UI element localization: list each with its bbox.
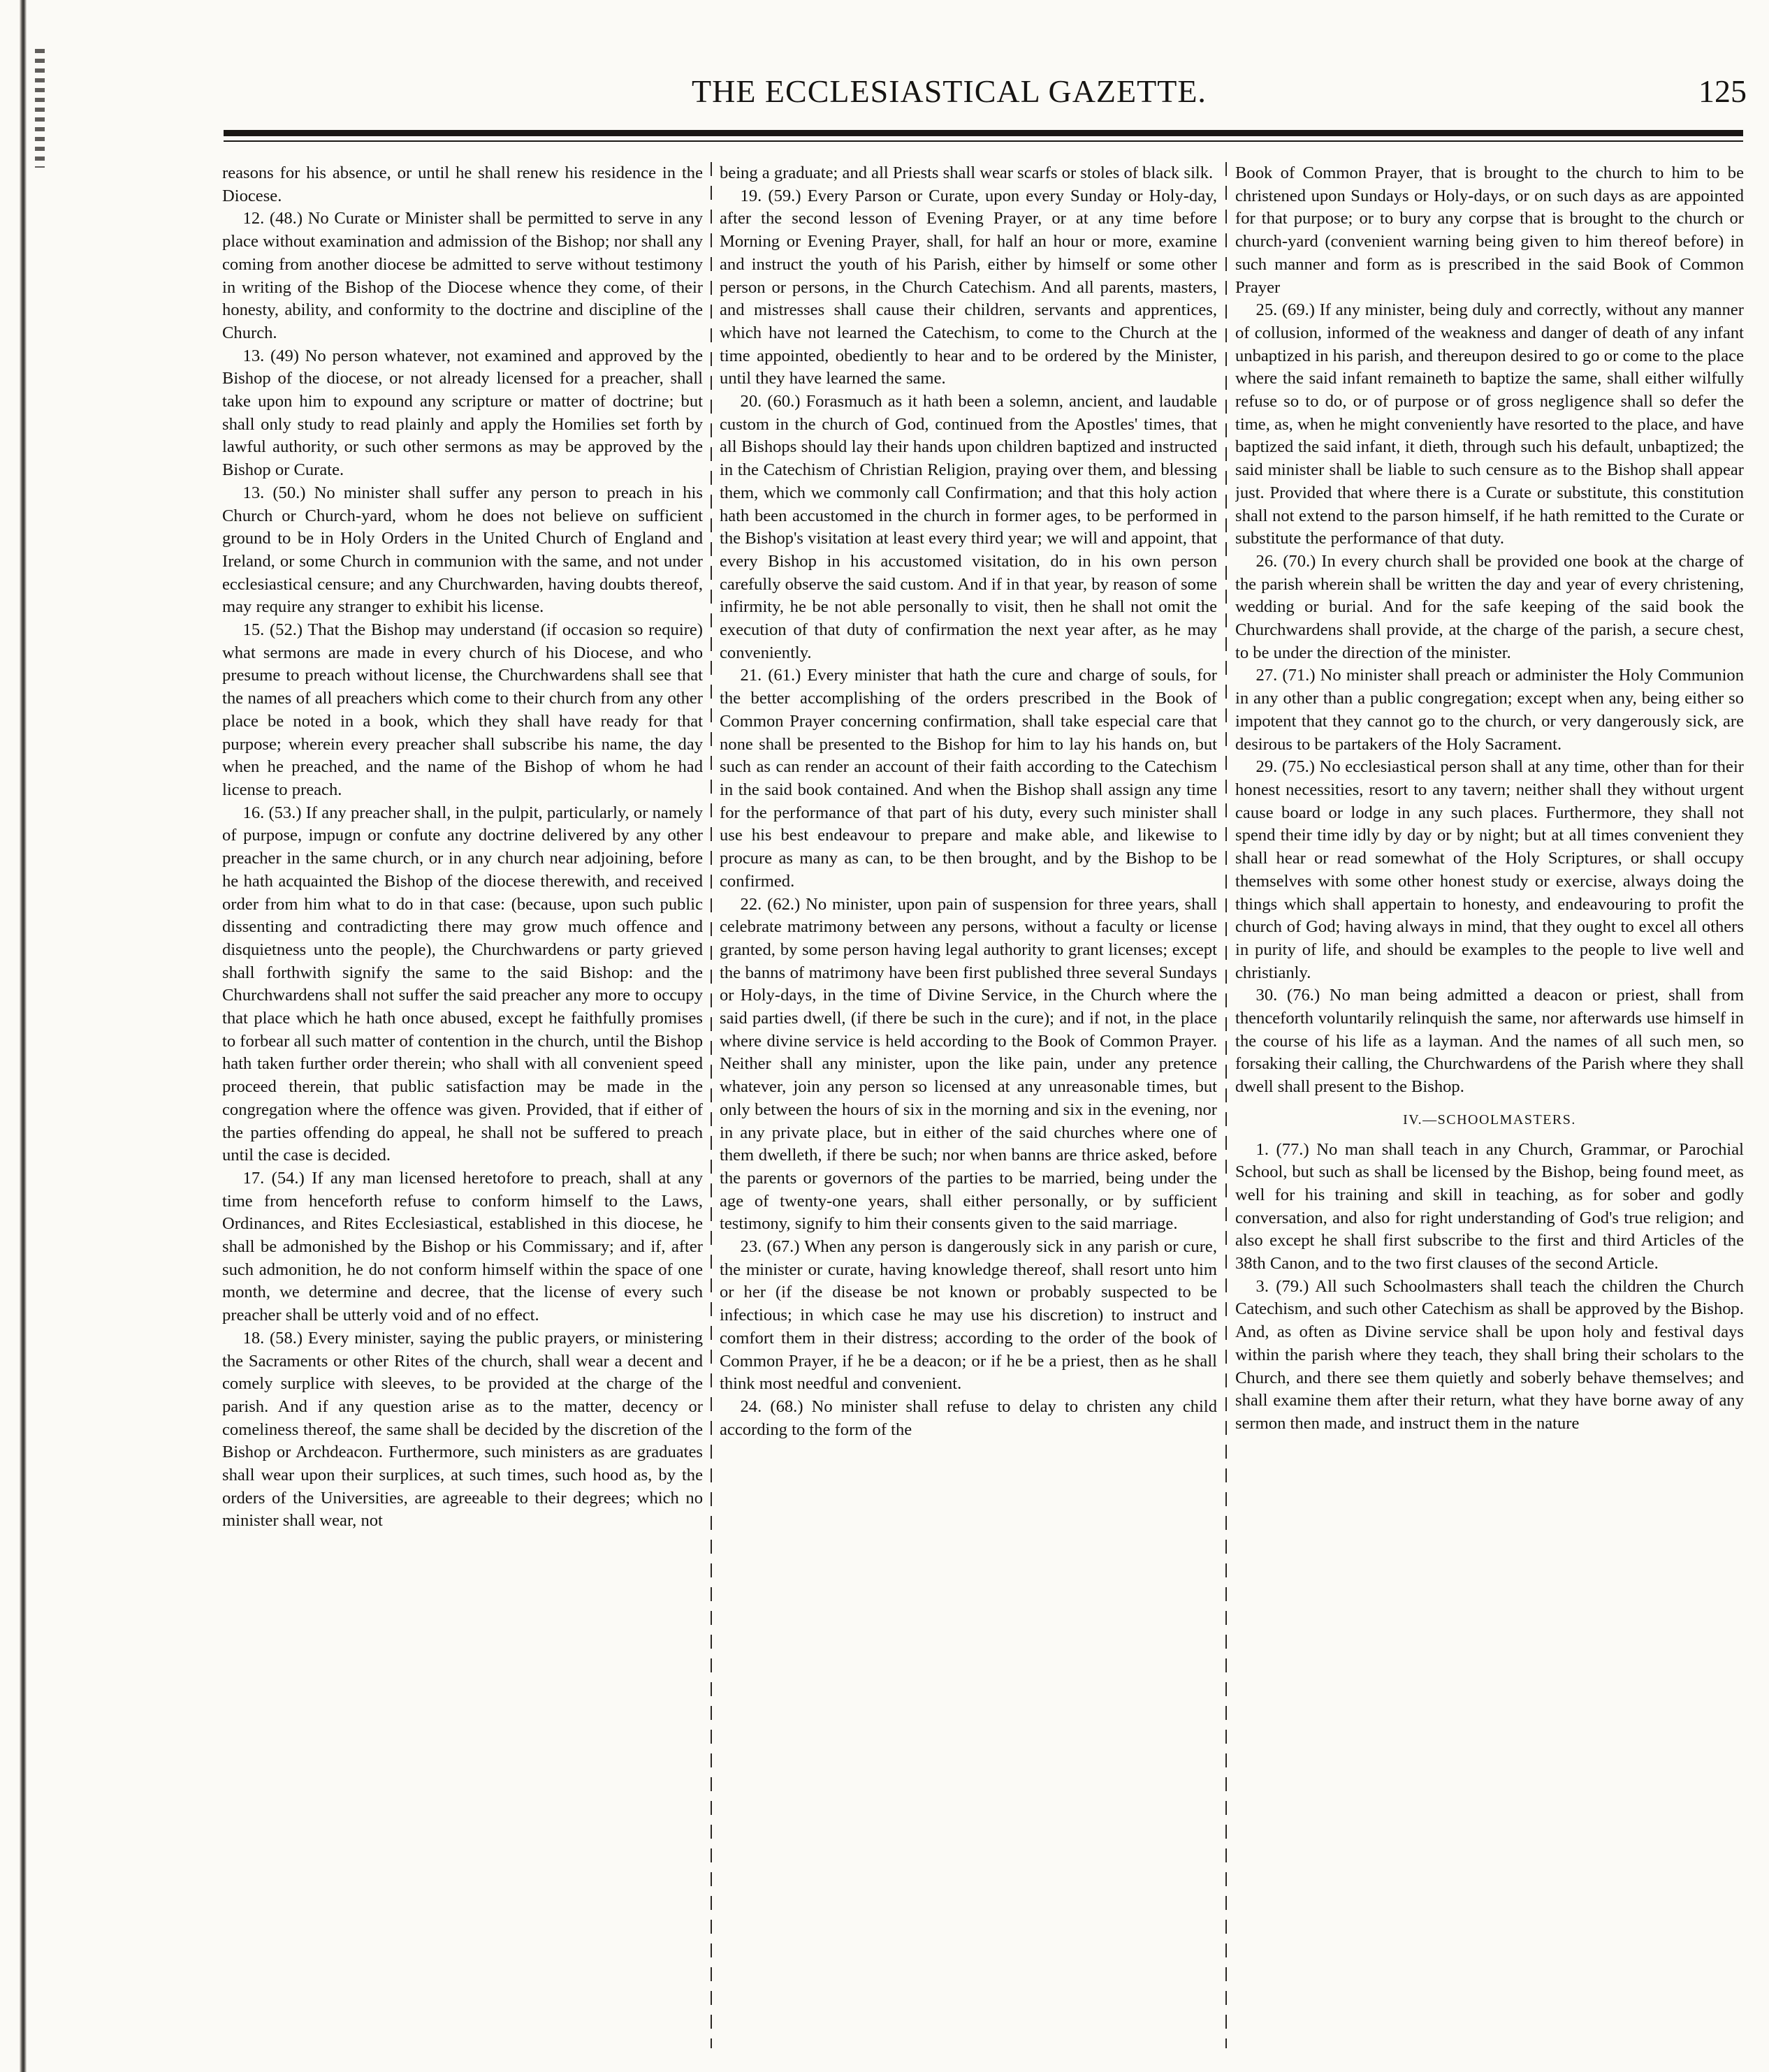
page-number: 125	[1698, 73, 1747, 109]
paragraph: 16. (53.) If any preacher shall, in the pulpit, particularly, or namely of purpose, impugn or confute any doctrine delivered by any other preacher in the same church, or in any church near adjoining, before he hath acquainted the Bishop of the diocese therewith, and received order from him what to do in that case: (because, upon such public dissenting and contradicting there may grow much offence and disquietness unto the people), the Churchwardens or party grieved shall forthwith signify the same to the said Bishop: and the Churchwardens shall not suffer the said preacher any more to occupy that place which he hath once abused, except he faithfully promises to forbear all such matter of contention in the church, until the Bishop hath taken further order therein; who shall with all convenient speed proceed therein, that public satisfaction may be made in the congregation where the offence was given. Provided, that if either of the parties offending do appeal, he shall not be suffered to preach until the case is decided.	[222, 803, 703, 1165]
paragraph: 3. (79.) All such Schoolmasters shall teach the children the Church Catechism, and such other Catechism as shall be approved by the Bishop. And, as often as Divine service shall be upon holy and festival days within the parish where they teach, they shall bring their scholars to the Church, and there see them quietly and soberly behave themselves; and shall examine them after their return, what they have borne away of any sermon then made, and instruct them in the nature	[1235, 1276, 1744, 1433]
paragraph: 20. (60.) Forasmuch as it hath been a solemn, ancient, and laudable custom in the church of God, continued from the Apostles' times, that all Bishops should lay their hands upon children baptized and instructed in the Catechism of Christian Religion, praying over them, and blessing them, which we commonly call Confirmation; and that this holy action hath been accustomed in the church in former ages, to be performed in the Bishop's visitation at least every third year; we will and appoint, that every Bishop in his accustomed visitation, do in his own person carefully observe the said custom. And if in that year, by reason of some infirmity, he be not able personally to visit, then he shall not omit the execution of that duty of confirmation the next year after, as he may conveniently.	[720, 392, 1217, 662]
paragraph: 18. (58.) Every minister, saying the public prayers, or ministering the Sacraments or other Rites of the church, shall wear a decent and comely surplice with sleeves, to be provided at the charge of the parish. And if any question arise as to the matter, decency or comeliness thereof, the same shall be decided by the discretion of the Bishop or Archdeacon. Furthermore, such ministers as are graduates shall wear upon their surplices, at such times, such hood as, by the orders of the Universities, are agreeable to their degrees; which no minister shall wear, not	[222, 1328, 703, 1531]
paragraph: 13. (50.) No minister shall suffer any person to preach in his Church or Church-yard, whom he does not believe on sufficient ground to be in Holy Orders in the United Church of England and Ireland, or some Church in communion with the same, and not under ecclesiastical censure; and any Churchwarden, having doubts thereof, may require any stranger to exhibit his license.	[222, 483, 703, 617]
paragraph: 15. (52.) That the Bishop may understand (if occasion so require) what sermons are made in every church of his Diocese, and who presume to preach without license, the Churchwardens shall see that the names of all preachers which come to their church from any other place be noted in a book, which they shall have ready for that purpose; wherein every preacher shall subscribe his name, the day when he preached, and the name of the Bishop of whom he had license to preach.	[222, 620, 703, 799]
paragraph: 19. (59.) Every Parson or Curate, upon every Sunday or Holy-day, after the second lesson of Evening Prayer, or at any time before Morning or Evening Prayer, shall, for half an hour or more, examine and instruct the youth of his Parish, either by himself or some other person or persons, in the Church Catechism. And all parents, masters, and mistresses shall cause their children, servants and apprentices, which have not learned the Catechism, to come to the Church at the time appointed, obediently to hear and to be ordered by the Minister, until they have learned the same.	[720, 186, 1217, 388]
paragraph: reasons for his absence, or until he shall renew his residence in the Diocese.	[222, 163, 703, 205]
text-column-3	[1235, 162, 1744, 2048]
paragraph: Book of Common Prayer, that is brought to the church to him to be christened upon Sundays or Holy-days, or on such days as are appointed for that purpose; or to bury any corpse that is brought to the church or church-yard (convenient warning being given to him thereof before) in such manner and form as is prescribed in the said Book of Common Prayer	[1235, 163, 1744, 297]
header-rule-thin	[224, 140, 1743, 142]
section-heading: IV.—SCHOOLMASTERS.	[1403, 1111, 1576, 1128]
column-separator	[1225, 162, 1227, 2048]
paragraph: 29. (75.) No ecclesiastical person shall at any time, other than for their honest necessities, resort to any tavern; neither shall they without urgent cause board or lodge in any such places. Furthermore, they shall not spend their time idly by day or by night; but at all times convenient they shall hear or read somewhat of the Holy Scriptures, or shall occupy themselves with some other honest study or exercise, always doing the things which shall appertain to honesty, and endeavouring to profit the church of God; having always in mind, that they ought to excel all others in purity of life, and should be examples to the people to live well and christianly.	[1235, 757, 1744, 982]
binding-stitch-mark	[35, 49, 45, 168]
paragraph: 22. (62.) No minister, upon pain of suspension for three years, shall celebrate matrimony between any persons, without a faculty or license granted, by some person having legal authority to grant licenses; except the banns of matrimony have been first published three several Sundays or Holy-days, in the time of Divine Service, in the Church where the said parties dwell, (if there be such in the cure); and if not, in the place where divine service is held according to the Book of Common Prayer. Neither shall any minister, upon the like pain, under any pretence whatever, join any person so licensed at any unreasonable times, but only between the hours of six in the morning and six in the evening, nor in any private place, but in either of the said churches where one of them dwelleth, if there be such; nor when banns are thrice asked, before the parents or governors of the parties to be married, being under the age of twenty-one years, shall either personally, or by sufficient testimony, signify to him their consents given to the said marriage.	[720, 894, 1217, 1234]
paragraph: being a graduate; and all Priests shall wear scarfs or stoles of black silk.	[720, 163, 1214, 182]
paragraph: 1. (77.) No man shall teach in any Church, Grammar, or Parochial School, but such as shall be licensed by the Bishop, being found meet, as well for his training and skill in teaching, as for sober and godly conversation, and also for right understanding of God's true religion; and also except he shall first subscribe to the first and third Articles of the 38th Canon, and to the two first clauses of the second Article.	[1235, 1139, 1744, 1274]
paragraph: 12. (48.) No Curate or Minister shall be permitted to serve in any place without examination and admission of the Bishop; nor shall any coming from another diocese be admitted to serve without testimony in writing of the Bishop of the Diocese whence they come, of their honesty, ability, and conformity to the doctrine and discipline of the Church.	[222, 209, 703, 342]
paragraph: 13. (49) No person whatever, not examined and approved by the Bishop of the diocese, or not already licensed for a preacher, shall take upon him to expound any scripture or matter of doctrine; but shall only study to read plainly and apply the Homilies set forth by lawful authority, or such other sermons as may be approved by the Bishop or Curate.	[222, 346, 703, 480]
paragraph: 30. (76.) No man being admitted a deacon or priest, shall from thenceforth voluntarily relinquish the same, nor afterwards use himself in the course of his life as a layman. And the names of all such men, so forsaking their calling, the Churchwardens of the Parish where they shall dwell shall present to the Bishop.	[1235, 986, 1744, 1097]
text-column-1	[222, 162, 703, 2048]
paragraph: 17. (54.) If any man licensed heretofore to preach, shall at any time from henceforth refuse to conform himself to the Laws, Ordinances, and Rites Ecclesiastical, established in this diocese, he shall be admonished by the Bishop or his Commissary; and if, after such admonition, he do not conform himself within the space of one month, we determine and decree, that the license of every such preacher shall be utterly void and of no effect.	[222, 1168, 703, 1325]
paragraph: 21. (61.) Every minister that hath the cure and charge of souls, for the better accomplishing of the orders prescribed in the Book of Common Prayer concerning confirmation, shall take especial care that none shall be presented to the Bishop for him to lay his hands on, but such as can render an account of their faith according to the Catechism in the said book contained. And when the Bishop shall assign any time for the performance of that part of his duty, every such minister shall use his best endeavour to prepare and make able, and likewise to procure as many as can, to be then brought, and by the Bishop to be confirmed.	[720, 666, 1217, 891]
column-separator	[711, 162, 712, 2048]
paragraph: 23. (67.) When any person is dangerously sick in any parish or cure, the minister or curate, having knowledge thereof, shall resort unto him or her (if the disease be not known or probably suspected to be infectious; in which case he may use his discretion) to instruct and comfort them in their distress; according to the order of the book of Common Prayer, if he be a deacon; or if he be a priest, then as he shall think most needful and convenient.	[720, 1237, 1217, 1394]
page-header	[210, 70, 1747, 119]
header-rule-thick	[224, 130, 1743, 136]
text-column-2	[720, 162, 1217, 2048]
paragraph: 26. (70.) In every church shall be provided one book at the charge of the parish wherein shall be written the day and year of every christening, wedding or burial. And for the safe keeping of the said book the Churchwardens shall provide, at the charge of the parish, a secure chest, to be under the direction of the minister.	[1235, 551, 1744, 662]
masthead-title: THE ECCLESIASTICAL GAZETTE.	[692, 73, 1207, 109]
page-binding-edge	[20, 0, 27, 2072]
paragraph: 24. (68.) No minister shall refuse to delay to christen any child according to the form of the	[720, 1396, 1217, 1439]
paragraph: 25. (69.) If any minister, being duly and correctly, without any manner of collusion, informed of the weakness and danger of death of any infant unbaptized in his parish, and thereupon desired to go or come to the place where the said infant remaineth to baptize the same, shall either wilfully refuse so to do, or of purpose or of gross negligence shall so defer the time, as, when he might conveniently have resorted to the place, and have baptized the said infant, it dieth, through such his default, unbaptized; the said minister shall be liable to such censure as to the Bishop shall appear just. Provided that where there is a Curate or substitute, this constitution shall not extend to the parson himself, if he hath remitted to the Curate or substitute the performance of that duty.	[1235, 300, 1744, 548]
paragraph: 27. (71.) No minister shall preach or administer the Holy Communion in any other than a public congregation; except when any, being either so impotent that they cannot go to the church, or very dangerously sick, are desirous to be partakers of the Holy Sacrament.	[1235, 666, 1744, 754]
